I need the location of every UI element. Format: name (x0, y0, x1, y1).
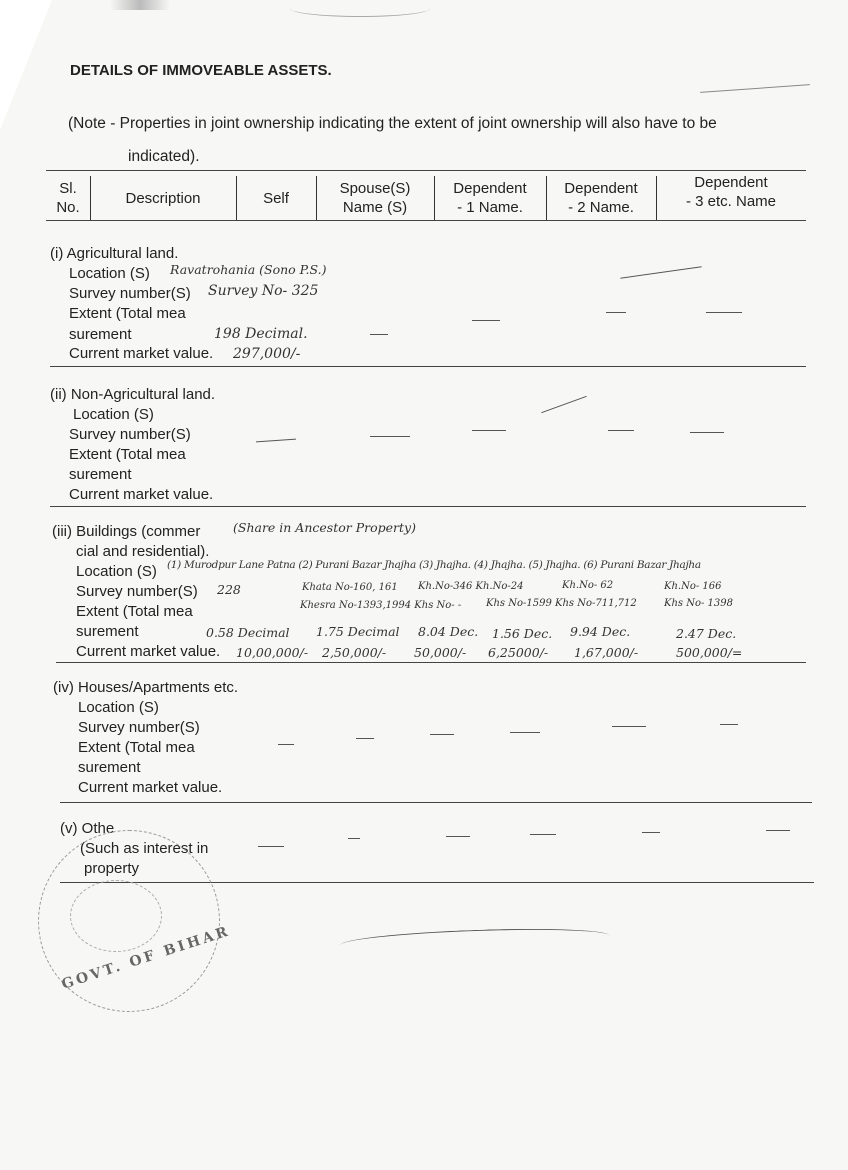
col-dep1-line1: Dependent (453, 180, 527, 197)
sec3-location-label: Location (S) (76, 563, 157, 580)
sec2-bottom-rule (50, 506, 806, 507)
sec1-bottom-rule (50, 366, 806, 367)
col-sl-no (46, 176, 90, 220)
sec5-dash-dep1b (530, 834, 556, 835)
sec4-dash-self (278, 744, 294, 745)
col-spouse-line1: Spouse(S) (339, 180, 411, 197)
page-title: DETAILS OF IMMOVEABLE ASSETS. (70, 62, 332, 79)
sec3-hw-value-1: 10,00,000/- (236, 645, 309, 660)
sec2-dash-spouse (370, 436, 410, 437)
sec1-hw-location: Ravatrohania (Sono P.S.) (170, 262, 327, 277)
sec2-dash-dep2 (608, 430, 634, 431)
sec3-hw-extent-2: 1.75 Decimal (316, 624, 400, 639)
sec3-hw-value-3: 50,000/- (414, 645, 467, 660)
sec4-survey-label: Survey number(S) (78, 719, 200, 736)
sec3-hw-extent-3: 8.04 Dec. (418, 624, 479, 639)
sec2-value-label: Current market value. (69, 486, 214, 503)
sec3-hw-khesra-3: Khs No- 1398 (664, 598, 733, 609)
sec3-hw-khata-2: Kh.No-346 Kh.No-24 (418, 581, 524, 592)
sec4-dash-dep1b (510, 732, 540, 733)
sec2-slash-stroke (541, 396, 586, 413)
sec3-hw-value-4: 6,25000/- (488, 645, 549, 660)
sec3-hw-extent-1: 0.58 Decimal (206, 625, 290, 640)
sec3-hw-value-2: 2,50,000/- (322, 645, 387, 660)
sec2-dash-self (256, 439, 296, 443)
sec1-location-label: Location (S) (69, 265, 150, 282)
torn-corner (0, 0, 52, 130)
sec3-survey-label: Survey number(S) (76, 583, 198, 600)
sec3-hw-extent-4: 1.56 Dec. (492, 626, 553, 641)
sec5-title: (v) Othe (60, 820, 115, 837)
sec4-extent-label-2: surement (78, 759, 141, 776)
sec3-hw-khesra-2: Khs No-1599 Khs No-711,712 (486, 598, 637, 609)
sec5-line-2: (Such as interest in (80, 840, 209, 857)
sec1-slash-stroke (620, 266, 701, 278)
sec5-dash-dep2 (642, 832, 660, 833)
stamp-text: GOVT. OF BIHAR (59, 923, 233, 993)
sec1-extent-label-2: surement (69, 326, 132, 343)
scan-artifact (110, 0, 170, 10)
header-bottom-rule (46, 220, 806, 221)
sec5-dash-dep1 (446, 836, 470, 837)
sec3-hw-locations: (1) Murodpur Lane Patna (2) Purani Bazar Jhajha (3) Jhajha. (4) Jhajha. (5) Jhajha. (6) Purani Bazar Jhajha (167, 559, 701, 571)
note-line-1: (Note - Properties in joint ownership indicating the extent of joint ownership will also have to be (68, 115, 717, 132)
col-dependent-1 (434, 176, 546, 220)
col-self: Self (263, 189, 289, 207)
sec3-extent-label-2: surement (76, 623, 139, 640)
sec2-dash-dep1 (472, 430, 506, 431)
col-dep2-line1: Dependent (564, 180, 638, 197)
sec1-hw-value: 297,000/- (233, 346, 301, 362)
sec3-hw-khata-1: Khata No-160, 161 (302, 582, 398, 593)
sec2-dash-dep3 (690, 432, 724, 433)
sec3-hw-khata-3: Kh.No- 62 (562, 580, 614, 591)
sec1-survey-label: Survey number(S) (69, 285, 191, 302)
sec3-hw-note: (Share in Ancestor Property) (233, 520, 416, 535)
sec4-dash-dep2 (612, 726, 646, 727)
sec5-line-3: property (84, 860, 140, 877)
sec2-survey-label: Survey number(S) (69, 426, 191, 443)
signature-stroke (340, 925, 611, 955)
sec4-extent-label: Extent (Total mea (78, 739, 195, 756)
sec5-dash-self (258, 846, 284, 847)
sec3-value-label: Current market value. (76, 643, 221, 660)
sec3-hw-khesra-1: Khesra No-1393,1994 Khs No- - (300, 600, 462, 611)
sec3-hw-extent-6: 2.47 Dec. (676, 626, 737, 641)
sec4-title: (iv) Houses/Apartments etc. (53, 679, 239, 696)
sec4-bottom-rule (60, 802, 812, 803)
col-dependent-2 (546, 176, 656, 220)
col-sl-line2: No. (56, 199, 80, 216)
sec1-hw-extent: 198 Decimal. (214, 326, 308, 342)
sec3-hw-value-6: 500,000/= (676, 645, 743, 660)
col-spouse-line2: Name (S) (342, 199, 408, 216)
sec4-dash-dep1 (430, 734, 454, 735)
sec2-location-label: Location (S) (73, 406, 154, 423)
sec2-extent-label-2: surement (69, 466, 132, 483)
sec3-title: (iii) Buildings (commer (52, 523, 201, 540)
col-dependent-3 (656, 170, 806, 214)
sec1-dash-dep2 (606, 312, 626, 313)
sec1-extent-label: Extent (Total mea (69, 305, 186, 322)
sec5-dash-dep3 (766, 830, 790, 831)
sec1-dash-dep1 (472, 320, 500, 321)
sec3-bottom-rule (56, 662, 806, 663)
sec1-value-label: Current market value. (69, 345, 214, 362)
sec2-title: (ii) Non-Agricultural land. (50, 386, 216, 403)
sec3-hw-khata-4: Kh.No- 166 (664, 581, 722, 592)
sec4-value-label: Current market value. (78, 779, 223, 796)
note-line-2: indicated). (128, 148, 200, 165)
col-description: Description (125, 189, 201, 207)
sec5-dash-spouse (348, 838, 360, 839)
sec4-dash-dep3 (720, 724, 738, 725)
heading-decoration (700, 84, 810, 93)
stamp-seal-inner (70, 880, 162, 952)
sec3-hw-survey: 228 (217, 582, 241, 597)
col-spouse (316, 176, 434, 220)
sec3-title-2: cial and residential). (76, 543, 210, 560)
sec2-extent-label: Extent (Total mea (69, 446, 186, 463)
col-sl-line1: Sl. (59, 180, 77, 197)
sec3-extent-label: Extent (Total mea (76, 603, 193, 620)
sec4-dash-spouse (356, 738, 374, 739)
col-dep3-line1: Dependent (694, 174, 768, 191)
col-dep1-line2: - 1 Name. (457, 199, 523, 216)
sec1-dash-spouse (370, 334, 388, 335)
sec1-dash-dep3 (706, 312, 742, 313)
col-dep3-line2: - 3 etc. Name (685, 193, 777, 210)
col-dep2-line2: - 2 Name. (568, 199, 634, 216)
sec1-hw-survey: Survey No- 325 (208, 283, 319, 299)
sec3-hw-extent-5: 9.94 Dec. (570, 624, 631, 639)
sec1-title: (i) Agricultural land. (50, 245, 179, 262)
sec3-hw-value-5: 1,67,000/- (574, 645, 639, 660)
sec4-location-label: Location (S) (78, 699, 159, 716)
scan-artifact-2 (290, 0, 430, 17)
